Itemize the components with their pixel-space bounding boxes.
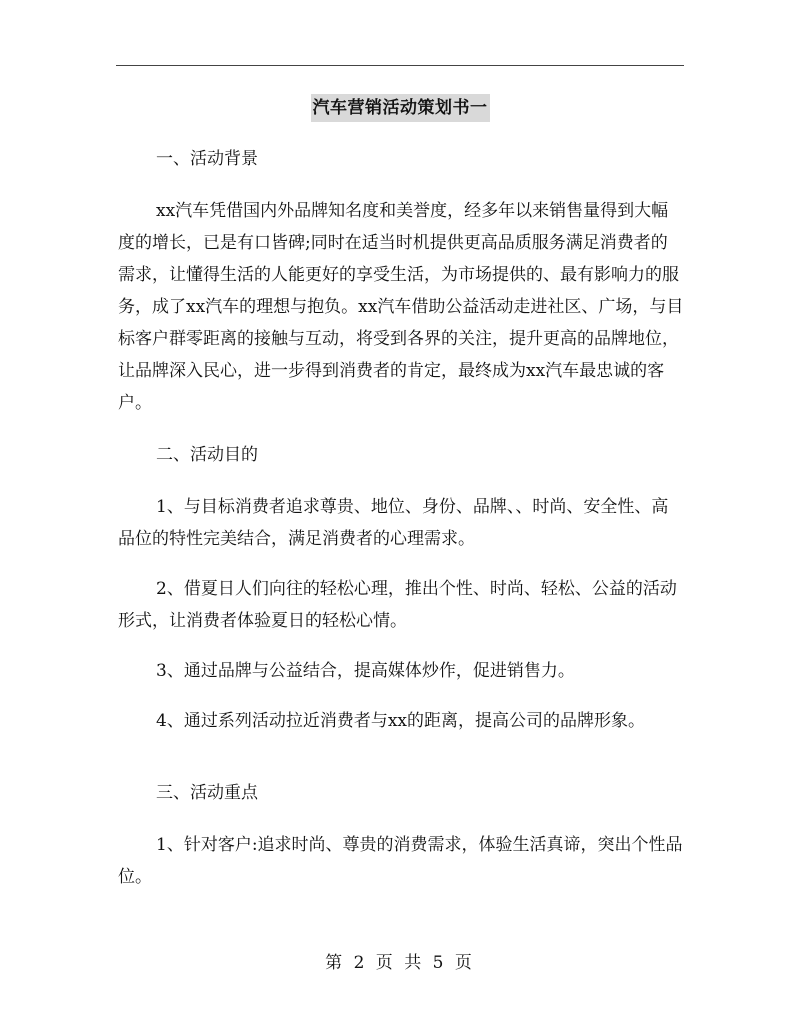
purpose-item-2: 2、借夏日人们向往的轻松心理，推出个性、时尚、轻松、公益的活动形式，让消费者体验夏日的轻松心情。 (118, 579, 677, 631)
section-heading-background: 一、活动背景 (156, 149, 258, 169)
section-heading-focus: 三、活动重点 (156, 783, 258, 803)
section-heading-purpose: 二、活动目的 (156, 445, 258, 465)
background-paragraph: xx汽车凭借国内外品牌知名度和美誉度，经多年以来销售量得到大幅度的增长，已是有口皆碑;同时在适当时机提供更高品质服务满足消费者的需求，让懂得生活的人能更好的享受生活，为市场提供的、最有影响力的服务，成了xx汽车的理想与抱负。xx汽车借助公益活动走进社区、广场，与目标客户群零距离的接触与互动，将受到各界的关注，提升更高的品牌地位，让品牌深入民心，进一步得到消费者的肯定，最终成为xx汽车最忠诚的客户。 (118, 201, 684, 413)
title-container (0, 94, 800, 122)
purpose-item-4: 4、通过系列活动拉近消费者与xx的距离，提高公司的品牌形象。 (156, 711, 645, 731)
page-number: 第 2 页 共 5 页 (325, 953, 475, 973)
header-rule (116, 65, 684, 66)
focus-item-1: 1、针对客户:追求时尚、尊贵的消费需求，体验生活真谛，突出个性品位。 (118, 835, 683, 887)
purpose-item-3: 3、通过品牌与公益结合，提高媒体炒作，促进销售力。 (156, 661, 575, 681)
document-title: 汽车营销活动策划书一 (311, 94, 490, 122)
purpose-item-1: 1、与目标消费者追求尊贵、地位、身份、品牌、、时尚、安全性、高品位的特性完美结合，满足消费者的心理需求。 (118, 497, 669, 549)
document-body (118, 143, 684, 893)
